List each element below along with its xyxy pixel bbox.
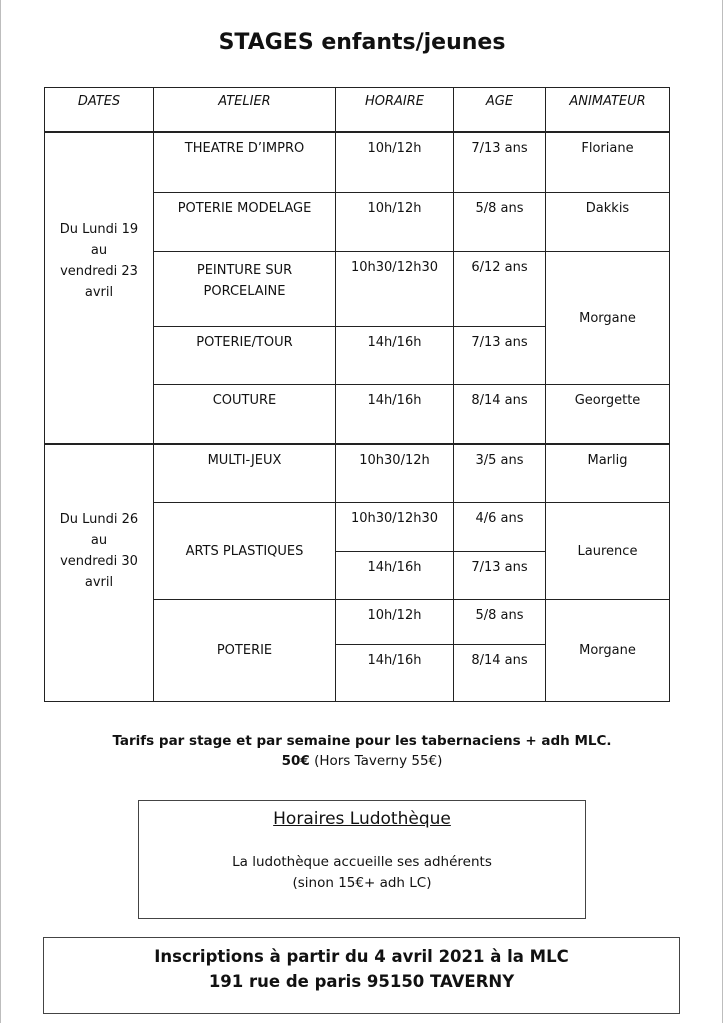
age-cell: 3/5 ans: [454, 444, 546, 503]
page-title: STAGES enfants/jeunes: [218, 30, 506, 55]
ludotheque-line: (sinon 15€+ adh LC): [292, 875, 432, 891]
age-cell: 6/12 ans: [454, 252, 546, 327]
tarif-info: [0, 731, 724, 771]
week2-date-line: au: [90, 532, 108, 548]
week1-date-line: vendredi 23: [60, 263, 138, 279]
week1-date-line: avril: [84, 284, 114, 300]
week2-date-line: vendredi 30: [60, 553, 138, 569]
horaire-cell: 14h/16h: [336, 385, 454, 444]
animateur-cell: Georgette: [546, 385, 670, 444]
inscriptions-box: [43, 937, 680, 1014]
atelier-cell: [154, 252, 336, 327]
age-cell: 8/14 ans: [454, 385, 546, 444]
schedule-table: [44, 87, 670, 702]
tarif-price: 50€: [281, 753, 310, 769]
tarif-price-line: [0, 751, 724, 771]
week2-date-line: Du Lundi 26: [59, 511, 139, 527]
horaire-cell: 14h/16h: [336, 645, 454, 702]
header-dates: DATES: [45, 88, 154, 132]
atelier-cell: POTERIE: [154, 600, 336, 702]
age-cell: 7/13 ans: [454, 552, 546, 600]
age-cell: 7/13 ans: [454, 132, 546, 193]
age-cell: 5/8 ans: [454, 600, 546, 645]
age-cell: 8/14 ans: [454, 645, 546, 702]
age-cell: 5/8 ans: [454, 193, 546, 252]
atelier-cell: ARTS PLASTIQUES: [154, 503, 336, 600]
age-cell: 4/6 ans: [454, 503, 546, 552]
week2-date-line: avril: [84, 574, 114, 590]
week1-date-line: au: [90, 242, 108, 258]
horaire-cell: 10h30/12h30: [336, 252, 454, 327]
table-row: [45, 132, 670, 193]
animateur-cell: Floriane: [546, 132, 670, 193]
animateur-cell: Laurence: [546, 503, 670, 600]
header-animateur: ANIMATEUR: [546, 88, 670, 132]
table-header-row: [45, 88, 670, 132]
animateur-cell: Morgane: [546, 600, 670, 702]
tarif-line: Tarifs par stage et par semaine pour les tabernaciens + adh MLC.: [112, 733, 612, 749]
ludotheque-line: La ludothèque accueille ses adhérents: [232, 854, 492, 870]
ludotheque-title: Horaires Ludothèque: [273, 809, 451, 829]
animateur-cell: Morgane: [546, 252, 670, 385]
week1-date-line: Du Lundi 19: [59, 221, 139, 237]
table-row: [45, 444, 670, 503]
week1-dates: [45, 132, 154, 444]
animateur-cell: Marlig: [546, 444, 670, 503]
horaire-cell: 10h/12h: [336, 600, 454, 645]
horaire-cell: 10h/12h: [336, 132, 454, 193]
inscriptions-address: 191 rue de paris 95150 TAVERNY: [208, 972, 515, 991]
ludotheque-text: [139, 852, 585, 894]
atelier-cell: POTERIE/TOUR: [154, 327, 336, 385]
atelier-cell: POTERIE MODELAGE: [154, 193, 336, 252]
header-horaire: HORAIRE: [336, 88, 454, 132]
atelier-line: PEINTURE SUR: [196, 263, 293, 278]
age-cell: 7/13 ans: [454, 327, 546, 385]
week2-dates: [45, 444, 154, 702]
horaire-cell: 14h/16h: [336, 327, 454, 385]
atelier-cell: THEATRE D’IMPRO: [154, 132, 336, 193]
tarif-price-note: (Hors Taverny 55€): [309, 753, 443, 769]
header-atelier: ATELIER: [154, 88, 336, 132]
inscriptions-line: Inscriptions à partir du 4 avril 2021 à la MLC: [154, 947, 569, 966]
animateur-cell: Dakkis: [546, 193, 670, 252]
horaire-cell: 14h/16h: [336, 552, 454, 600]
horaire-cell: 10h30/12h30: [336, 503, 454, 552]
atelier-line: PORCELAINE: [203, 284, 286, 299]
horaire-cell: 10h/12h: [336, 193, 454, 252]
header-age: AGE: [454, 88, 546, 132]
atelier-cell: COUTURE: [154, 385, 336, 444]
atelier-cell: MULTI-JEUX: [154, 444, 336, 503]
horaire-cell: 10h30/12h: [336, 444, 454, 503]
ludotheque-box: [138, 800, 586, 919]
